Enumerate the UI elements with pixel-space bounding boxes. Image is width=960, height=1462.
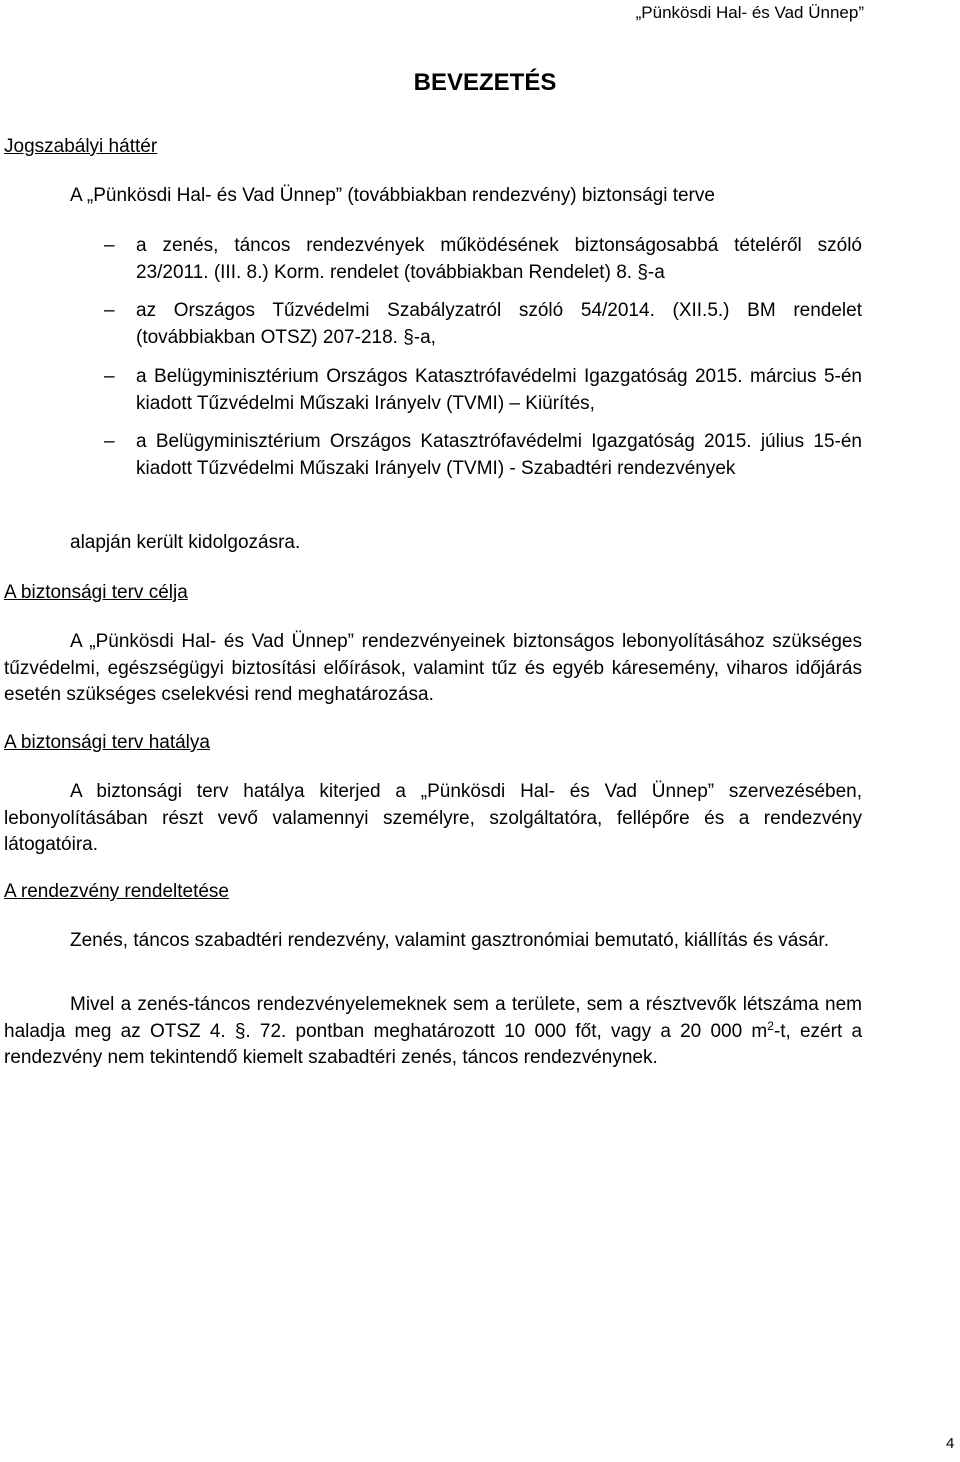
bullet-dash: – (104, 235, 115, 256)
section-heading-scope: A biztonsági terv hatálya (4, 732, 210, 753)
function-paragraph-2 (4, 992, 862, 1072)
running-header: „Pünkösdi Hal- és Vad Ünnep” (635, 3, 864, 22)
list-item (104, 364, 862, 417)
list-item (104, 429, 862, 482)
bullet-dash: – (104, 366, 115, 387)
purpose-paragraph (4, 629, 862, 709)
list-item-text: a Belügyminisztérium Országos Katasztrófavédelmi Igazgatóság 2015. július 15-én kiadott Tűzvédelmi Műszaki Irányelv (TVMI) - Szabadtéri rendezvények (136, 431, 862, 479)
bullet-dash: – (104, 431, 115, 452)
function-text-1: Zenés, táncos szabadtéri rendezvény, valamint gasztronómiai bemutató, kiállítás és vásár. (70, 930, 829, 951)
page-number: 4 (946, 1435, 955, 1452)
list-item (104, 233, 862, 286)
list-item-text: a zenés, táncos rendezvények működésének biztonságosabbá tételéről szóló 23/2011. (III. 8.) Korm. rendelet (továbbiakban Rendelet) 8. §-a (136, 235, 862, 283)
superscript-exponent: 2 (767, 1018, 774, 1033)
list-item (104, 298, 862, 351)
list-item-text: az Országos Tűzvédelmi Szabályzatról szóló 54/2014. (XII.5.) BM rendelet (továbbiakban OTSZ) 207-218. §-a, (136, 300, 862, 348)
function-text-2a: Mivel a zenés-táncos rendezvényelemeknek sem a területe, sem a résztvevők létszáma nem haladja meg az OTSZ 4. §. 72. pontban meghatározott 10 000 főt, vagy a 20 000 m (4, 994, 862, 1042)
purpose-text: A „Pünkösdi Hal- és Vad Ünnep” rendezvényeinek biztonságos lebonyolításához szükséges tűzvédelmi, egészségügyi biztosítási előírások, valamint tűz és egyéb káresemény, viharos időjárás esetén szükséges cselekvési rend meghatározása. (4, 631, 862, 705)
bullet-dash: – (104, 300, 115, 321)
section-heading-legal: Jogszabályi háttér (4, 136, 158, 157)
list-item-text: a Belügyminisztérium Országos Katasztrófavédelmi Igazgatóság 2015. március 5-én kiadott Tűzvédelmi Műszaki Irányelv (TVMI) – Kiürítés, (136, 366, 862, 414)
legal-closing: alapján került kidolgozásra. (70, 532, 301, 553)
scope-text: A biztonsági terv hatálya kiterjed a „Pünkösdi Hal- és Vad Ünnep” szervezésében, lebonyolításában részt vevő valamennyi személyre, szolgáltatóra, fellépőre és a rendezvény látogatóira. (4, 781, 862, 855)
function-text-2b: -t, ezért a rendezvény nem tekintendő kiemelt szabadtéri zenés, táncos rendezvénynek. (4, 1020, 863, 1068)
legal-intro: A „Pünkösdi Hal- és Vad Ünnep” (továbbiakban rendezvény) biztonsági terve (70, 185, 715, 206)
section-heading-function: A rendezvény rendeltetése (4, 881, 229, 902)
scope-paragraph (4, 779, 862, 859)
function-paragraph-1 (4, 928, 862, 955)
section-heading-purpose: A biztonsági terv célja (4, 582, 188, 603)
page-title: BEVEZETÉS (413, 69, 557, 96)
